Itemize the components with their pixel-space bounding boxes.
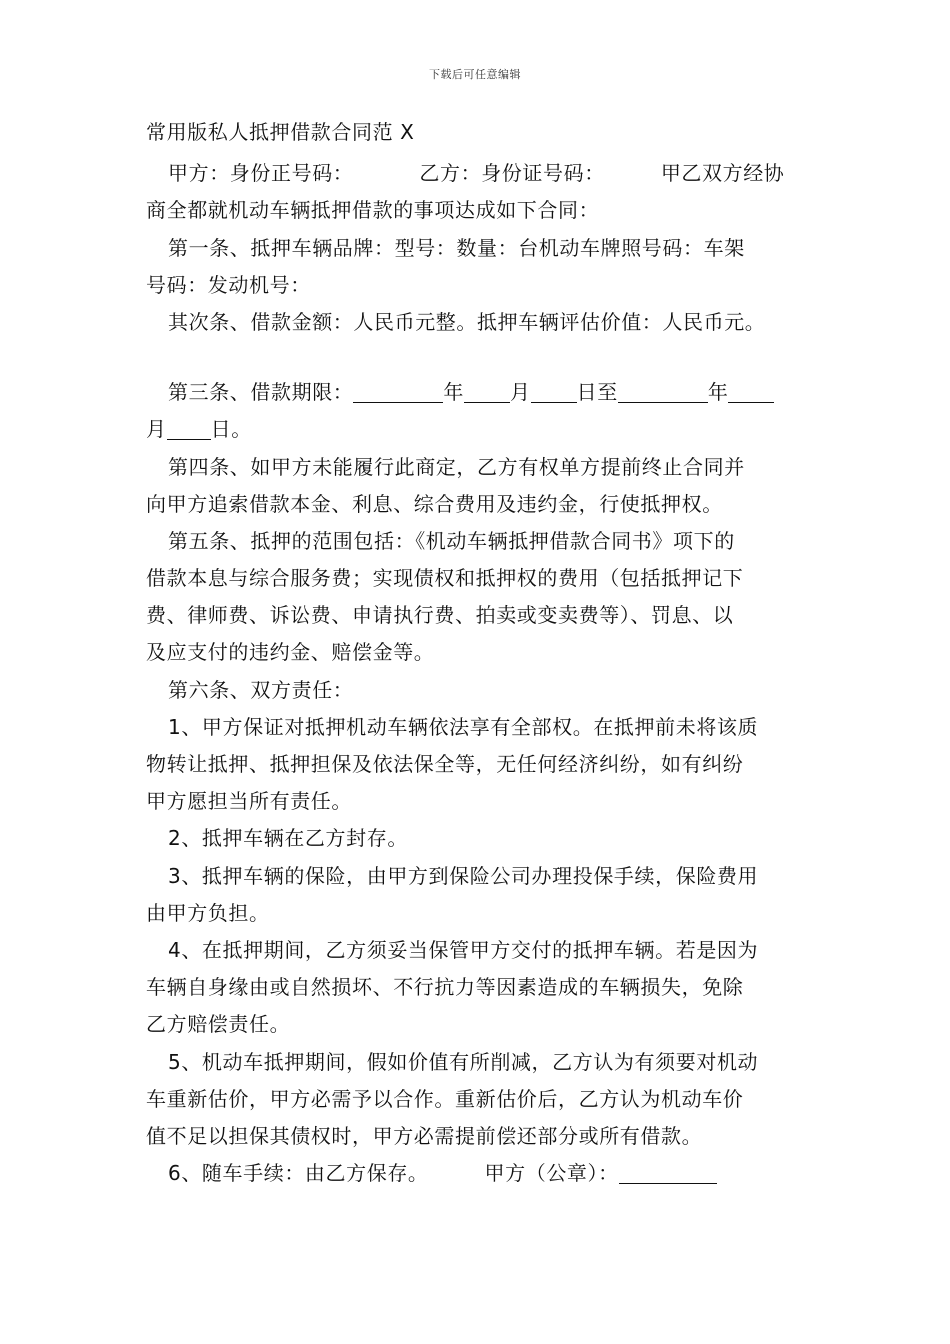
contract-body — [146, 114, 822, 1192]
text-line: 号码：发动机号： — [146, 272, 311, 297]
text-line: 值不足以担保其债权时，甲方必需提前偿还部分或所有借款。 — [146, 1123, 703, 1148]
clause-3-line: 3、抵押车辆的保险，由甲方到保险公司办理投保手续，保险费用 — [168, 863, 759, 888]
party-b-id-label: 乙方：身份证号码： — [419, 161, 605, 186]
loan-term-label: 第三条、借款期限： — [168, 380, 354, 405]
text-line: 物转让抵押、抵押担保及依法保全等，无任何经济纠纷，如有纠纷 — [146, 752, 744, 776]
party-a-seal-blank[interactable] — [619, 1163, 717, 1184]
text-line: 商全都就机动车辆抵押借款的事项达成如下合同： — [146, 198, 600, 223]
text-line: 由甲方负担。 — [146, 900, 270, 925]
end-year-blank[interactable] — [618, 382, 708, 403]
text-line: 向甲方追索借款本金、利息、综合费用及违约金，行使抵押权。 — [146, 491, 723, 516]
clause-5-line: 5、机动车抵押期间，假如价值有所削减，乙方认为有须要对机动 — [168, 1049, 759, 1074]
article-6-heading: 第六条、双方责任： — [168, 677, 354, 702]
day-blank[interactable] — [531, 382, 577, 403]
text-line: 借款本息与综合服务费；实现债权和抵押权的费用（包括抵押记下 — [146, 566, 744, 591]
clause-6-line — [146, 1155, 822, 1192]
article-1-line: 第一条、抵押车辆品牌：型号：数量：台机动车牌照号码：车架 — [168, 235, 745, 260]
end-day-label: 日。 — [210, 417, 252, 442]
parties-agreement-start: 甲乙双方经协 — [660, 161, 785, 186]
article-3-line-cont — [146, 411, 822, 448]
end-day-blank[interactable] — [167, 419, 211, 440]
article-5-line: 第五条、抵押的范围包括：《机动车辆抵押借款合同书》项下的 — [168, 528, 735, 553]
text-line: 车辆自身缘由或自然损坏、不行抗力等因素造成的车辆损失，免除 — [146, 975, 744, 1000]
clause-4-line: 4、在抵押期间，乙方须妥当保管甲方交付的抵押车辆。若是因为 — [168, 937, 759, 962]
document-title: 常用版私人抵押借款合同范 X — [146, 120, 415, 144]
year-blank[interactable] — [353, 382, 443, 403]
text-line: 费、律师费、诉讼费、申请执行费、拍卖或变卖费等）、罚息、以 — [146, 603, 734, 628]
clause-2-line: 2、抵押车辆在乙方封存。 — [168, 826, 408, 851]
end-month-label: 月 — [146, 417, 167, 442]
end-month-blank[interactable] — [728, 382, 774, 403]
paragraph-parties — [146, 155, 822, 192]
article-3-line — [146, 374, 822, 411]
vehicle-documents-text: 6、随车手续：由乙方保存。 — [168, 1161, 429, 1186]
end-year-label: 年 — [707, 380, 729, 405]
text-line: 车重新估价，甲方必需予以合作。重新估价后，乙方认为机动车价 — [146, 1086, 744, 1111]
text-line: 甲方愿担当所有责任。 — [146, 789, 352, 814]
year-label: 年 — [443, 380, 465, 405]
clause-1-line: 1、甲方保证对抵押机动车辆依法享有全部权。在抵押前未将该质 — [168, 714, 759, 739]
text-line: 及应支付的违约金、赔偿金等。 — [146, 640, 435, 665]
header-note: 下载后可任意编辑 — [429, 68, 521, 81]
month-blank[interactable] — [464, 382, 510, 403]
text-line: 乙方赔偿责任。 — [146, 1012, 291, 1037]
spacer — [146, 341, 822, 374]
month-label: 月 — [510, 380, 531, 405]
party-a-seal-label: 甲方（公章）： — [484, 1161, 619, 1186]
party-a-id-label: 甲方：身份正号码： — [168, 161, 354, 186]
article-4-line: 第四条、如甲方未能履行此商定，乙方有权单方提前终止合同并 — [168, 454, 745, 479]
article-2-line: 其次条、借款金额：人民币元整。抵押车辆评估价值：人民币元。 — [168, 309, 766, 334]
day-to-label: 日至 — [576, 380, 618, 405]
